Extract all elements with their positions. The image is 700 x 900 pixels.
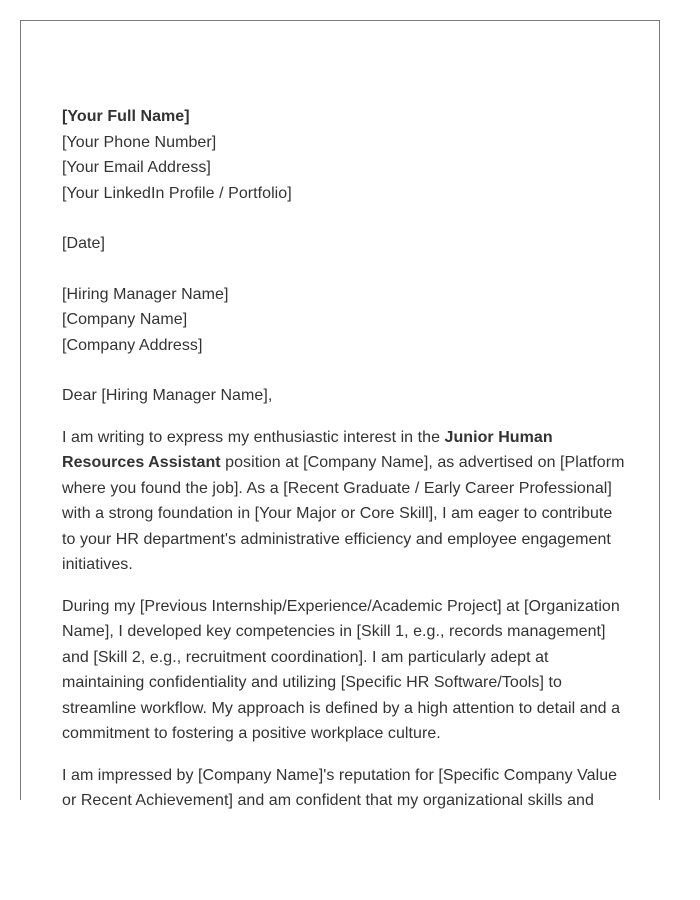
sender-email: [Your Email Address] <box>62 159 211 176</box>
spacer <box>62 409 627 425</box>
salutation: Dear [Hiring Manager Name], <box>62 387 273 404</box>
sender-phone: [Your Phone Number] <box>62 133 217 151</box>
paragraph-1-rest: position at [Company Name], as advertised on [Platform where you found the job]. As a [Recent Graduate / Early Career Professional] with a strong foundation in [Your Major or Core Skill], I am eager to contribute to your HR department's administrative efficiency and employee engagement initiatives. <box>62 454 625 573</box>
spacer <box>62 257 627 282</box>
cover-letter <box>62 104 627 814</box>
body-paragraph-3: I am impressed by [Company Name]'s reputation for [Specific Company Value or Recent Achievement] and am confident that my organizational skills and <box>62 766 618 809</box>
recipient-company: [Company Name] <box>62 311 188 328</box>
spacer <box>62 747 627 763</box>
sender-name: [Your Full Name] <box>62 108 190 125</box>
body-paragraph-1 <box>62 425 627 578</box>
sender-profile: [Your LinkedIn Profile / Portfolio] <box>62 184 292 202</box>
body-paragraph-2: During my [Previous Internship/Experience/Academic Project] at [Organization Name], I developed key competencies in [Skill 1, e.g., records management] and [Skill 2, e.g., recruitment coordination]. I am particularly adept at maintaining confidentiality and utilizing [Specific HR Software/Tools] to streamline workflow. My approach is defined by a high attention to detail and a commitment to fostering a positive workplace culture. <box>62 597 621 742</box>
paragraph-1-intro: I am writing to express my enthusiastic interest in the <box>62 428 445 446</box>
spacer <box>62 578 627 594</box>
spacer <box>62 206 627 231</box>
letter-page <box>20 20 660 809</box>
recipient-address: [Company Address] <box>62 336 203 354</box>
letter-date: [Date] <box>62 235 105 252</box>
recipient-manager: [Hiring Manager Name] <box>62 285 229 303</box>
spacer <box>62 358 627 383</box>
job-title: Junior Human Resources Assistant <box>62 428 553 471</box>
